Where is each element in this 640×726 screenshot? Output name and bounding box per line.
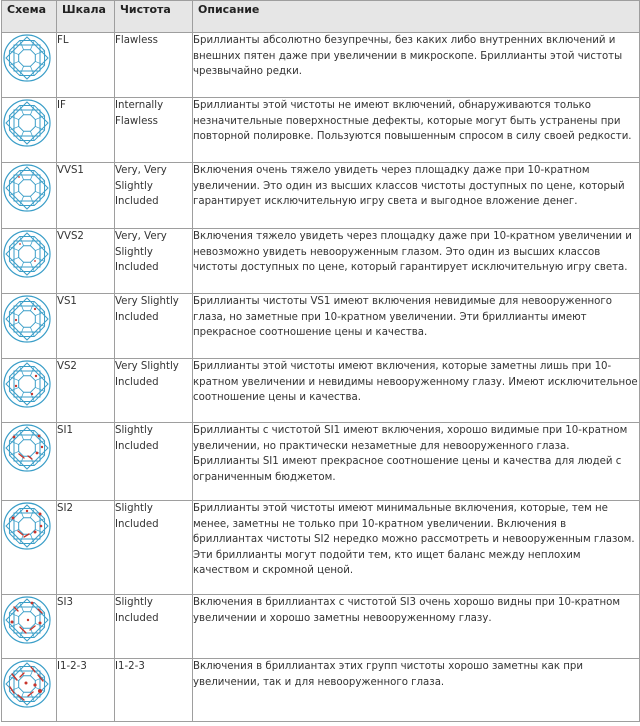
scale-cell: FL xyxy=(57,33,115,98)
diamond-diagram-icon xyxy=(2,294,52,344)
diamond-diagram-icon xyxy=(2,33,52,83)
description-cell: Включения тяжело увидеть через площадку даже при 10-кратном увеличении и невозможно увидеть невооруженным глазом. Это один из высших классов чистоты доступных по цене, который гарантирует исключительную игру света. xyxy=(193,229,640,294)
diamond-diagram-icon xyxy=(2,359,52,409)
table-row xyxy=(2,359,640,423)
clarity-cell: Flawless xyxy=(115,33,193,98)
inclusion-mark xyxy=(40,525,43,528)
scale-cell: VVS1 xyxy=(57,163,115,229)
clarity-table xyxy=(1,0,640,722)
scale-cell: VVS2 xyxy=(57,229,115,294)
inclusion-mark xyxy=(38,435,41,438)
inclusion-mark xyxy=(31,393,33,395)
scheme-cell xyxy=(2,423,57,501)
scale-cell: SI2 xyxy=(57,501,115,595)
inclusion-mark xyxy=(41,446,43,448)
diamond-diagram-icon xyxy=(2,423,52,473)
scale-cell: VS1 xyxy=(57,294,115,359)
table-header-row xyxy=(2,1,640,33)
scheme-cell xyxy=(2,595,57,659)
inclusion-mark xyxy=(39,622,42,625)
table-row xyxy=(2,501,640,595)
clarity-cell: Very, Very Slightly Included xyxy=(115,163,193,229)
clarity-cell: Slightly Included xyxy=(115,501,193,595)
inclusion-mark xyxy=(15,319,17,321)
clarity-cell: Slightly Included xyxy=(115,423,193,501)
inclusion-mark xyxy=(13,436,16,439)
inclusion-mark xyxy=(31,602,34,605)
scale-cell: I1-2-3 xyxy=(57,659,115,722)
description-cell: Включения очень тяжело увидеть через площадку даже при 10-кратном увеличении. Это один из высших классов чистоты доступных по цене, который гарантирует исключительную игру света и выгодное вложение денег. xyxy=(193,163,640,229)
clarity-cell: I1-2-3 xyxy=(115,659,193,722)
inclusion-mark xyxy=(34,260,36,262)
header-description: Описание xyxy=(193,1,640,33)
diamond-diagram-icon xyxy=(2,501,52,551)
inclusion-mark xyxy=(33,683,36,686)
scheme-cell xyxy=(2,659,57,722)
scheme-cell xyxy=(2,163,57,229)
description-cell: Бриллианты этой чистоты не имеют включений, обнаруживаются только незначительные поверхностные дефекты, которые могут быть устранены при повторной полировке. Пользуются повышенным спросом в силу своей редкости. xyxy=(193,98,640,163)
inclusion-mark xyxy=(34,531,37,534)
table-row xyxy=(2,294,640,359)
diamond-diagram-icon xyxy=(2,229,52,279)
scale-cell: SI3 xyxy=(57,595,115,659)
scale-cell: VS2 xyxy=(57,359,115,423)
description-cell: Бриллианты чистоты VS1 имеют включения невидимые для невооруженного глаза, но заметные при 10-кратном увеличении. Эти бриллианты имеют прекрасное соотношение цены и качества. xyxy=(193,294,640,359)
clarity-cell: Very Slightly Included xyxy=(115,359,193,423)
scale-cell: IF xyxy=(57,98,115,163)
inclusion-mark xyxy=(27,619,29,621)
clarity-cell: Very, Very Slightly Included xyxy=(115,229,193,294)
description-cell: Включения в бриллиантах этих групп чистоты хорошо заметны как при увеличении, так и для невооруженного глаза. xyxy=(193,659,640,722)
header-scale: Шкала xyxy=(57,1,115,33)
scheme-cell xyxy=(2,229,57,294)
inclusion-mark xyxy=(25,682,28,685)
table-row xyxy=(2,163,640,229)
scheme-cell xyxy=(2,294,57,359)
description-cell: Бриллианты этой чистоты имеют включения, которые заметны лишь при 10-кратном увеличении и невидимы невооруженному глазу. Имеют исключительное соотношение цены и качества. xyxy=(193,359,640,423)
table-row xyxy=(2,33,640,98)
inclusion-mark xyxy=(35,375,37,377)
table-row xyxy=(2,98,640,163)
description-cell: Бриллианты абсолютно безупречны, без каких либо внутренних включений и внешних пятен даже при увеличении в микроскопе. Бриллианты этой чистоты чрезвычайно редки. xyxy=(193,33,640,98)
description-cell: Бриллианты этой чистоты имеют минимальные включения, которые, тем не менее, заметны не только при 10-кратном увеличении. Включения в бриллиантах чистоты SI2 нередко можно рассмотреть и невооруженным глазом. Эти бриллианты могут подойти тем, кто ищет баланс между неплохим качеством и скромной ценой. xyxy=(193,501,640,595)
inclusion-mark xyxy=(39,513,42,516)
clarity-cell: Slightly Included xyxy=(115,595,193,659)
scheme-cell xyxy=(2,33,57,98)
inclusion-mark xyxy=(34,308,36,310)
diamond-diagram-icon xyxy=(2,163,52,213)
inclusion-mark xyxy=(15,385,17,387)
inclusion-mark xyxy=(26,510,28,512)
table-row xyxy=(2,595,640,659)
description-cell: Бриллианты с чистотой SI1 имеют включения, хорошо видимые при 10-кратном увеличении, но практически незаметные для невооруженного глаза. Бриллианты SI1 имеют прекрасное соотношение цены и качества для людей с ограниченным бюджетом. xyxy=(193,423,640,501)
inclusion-mark xyxy=(19,243,21,245)
scale-cell: SI1 xyxy=(57,423,115,501)
scheme-cell xyxy=(2,501,57,595)
scheme-cell xyxy=(2,359,57,423)
diamond-diagram-icon xyxy=(2,98,52,148)
inclusion-mark xyxy=(11,621,14,624)
clarity-cell: Internally Flawless xyxy=(115,98,193,163)
table-row xyxy=(2,659,640,722)
inclusion-mark xyxy=(36,452,39,455)
inclusion-mark xyxy=(38,689,42,693)
inclusion-mark xyxy=(12,517,15,520)
header-scheme: Схема xyxy=(2,1,57,33)
header-clarity: Чистота xyxy=(115,1,193,33)
table-row xyxy=(2,423,640,501)
scheme-cell xyxy=(2,98,57,163)
diamond-diagram-icon xyxy=(2,595,52,645)
clarity-cell: Very Slightly Included xyxy=(115,294,193,359)
diamond-diagram-icon xyxy=(2,659,52,709)
inclusion-mark xyxy=(18,176,20,178)
table-row xyxy=(2,229,640,294)
description-cell: Включения в бриллиантах с чистотой SI3 очень хорошо видны при 10-кратном увеличении и хорошо заметны невооруженному глазу. xyxy=(193,595,640,659)
